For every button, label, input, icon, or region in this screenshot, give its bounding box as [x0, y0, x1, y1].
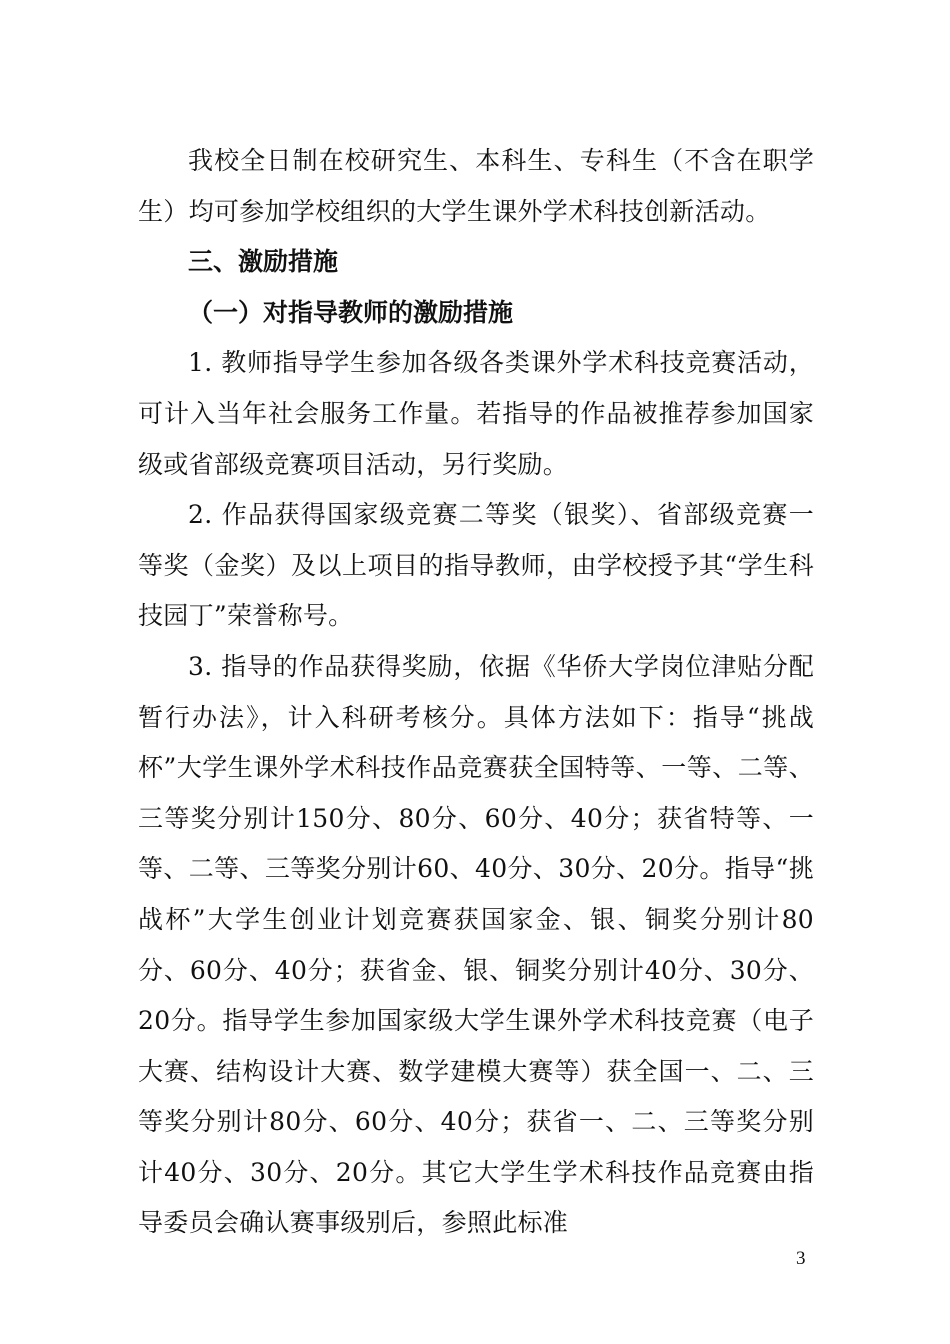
incentive-item-2: 2. 作品获得国家级竞赛二等奖（银奖）、省部级竞赛一等奖（金奖）及以上项目的指导教师，由学校授予其“学生科技园丁”荣誉称号。	[138, 500, 814, 631]
eligibility-paragraph: 我校全日制在校研究生、本科生、专科生（不含在职学生）均可参加学校组织的大学生课外学术科技创新活动。	[138, 146, 814, 226]
page-number: 3	[796, 1248, 806, 1269]
subsection-heading-teacher-incentives: （一）对指导教师的激励措施	[188, 297, 514, 327]
incentive-item-1: 1. 教师指导学生参加各级各类课外学术科技竞赛活动，可计入当年社会服务工作量。若指导的作品被推荐参加国家级或省部级竞赛项目活动，另行奖励。	[138, 348, 814, 479]
incentive-item-3: 3. 指导的作品获得奖励，依据《华侨大学岗位津贴分配暂行办法》，计入科研考核分。具体方法如下：指导“挑战杯”大学生课外学术科技作品竞赛获全国特等、一等、二等、三等奖分别计150分、80分、60分、40分；获省特等、一等、二等、三等奖分别计60、40分、30分、20分。指导“挑战杯”大学生创业计划竞赛获国家金、银、铜奖分别计80分、60分、40分；获省金、银、铜奖分别计40分、30分、20分。指导学生参加国家级大学生课外学术科技竞赛（电子大赛、结构设计大赛、数学建模大赛等）获全国一、二、三等奖分别计80分、60分、40分；获省一、二、三等奖分别计40分、30分、20分。其它大学生学术科技作品竞赛由指导委员会确认赛事级别后，参照此标准	[138, 651, 814, 1238]
section-heading-incentives: 三、激励措施	[188, 247, 339, 277]
document-page	[138, 136, 814, 1249]
